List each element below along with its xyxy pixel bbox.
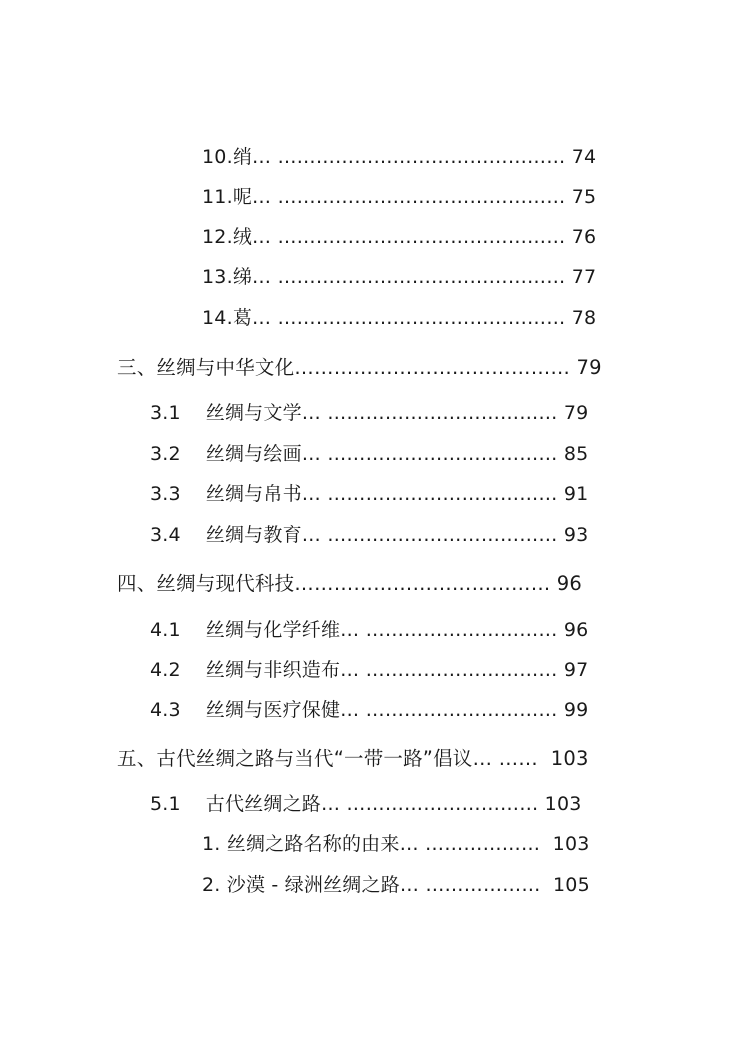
toc-section[interactable]: 5.1 古代丝绸之路… ………………………… 103 (150, 793, 582, 815)
toc-section[interactable]: 3.4 丝绸与教育… ……………………………… 93 (150, 524, 589, 546)
toc-section[interactable]: 3.2 丝绸与绘画… ……………………………… 85 (150, 443, 589, 465)
toc-chapter[interactable]: 三、丝绸与中华文化…………………………………… 79 (117, 356, 602, 379)
toc-entry[interactable]: 12.绒… ……………………………………… 76 (202, 226, 597, 248)
toc-chapter[interactable]: 五、古代丝绸之路与当代“一带一路”倡议… …… 103 (117, 747, 589, 770)
toc-entry[interactable]: 2. 沙漠 - 绿洲丝绸之路… ……………… 105 (202, 874, 590, 896)
toc-section[interactable]: 4.2 丝绸与非织造布… ………………………… 97 (150, 659, 589, 681)
toc-section[interactable]: 3.1 丝绸与文学… ……………………………… 79 (150, 402, 589, 424)
toc-entry[interactable]: 11.呢… ……………………………………… 75 (202, 186, 597, 208)
toc-section[interactable]: 4.1 丝绸与化学纤维… ………………………… 96 (150, 619, 589, 641)
toc-entry[interactable]: 13.绨… ……………………………………… 77 (202, 266, 597, 288)
toc-entry[interactable]: 14.葛… ……………………………………… 78 (202, 307, 597, 329)
toc-chapter[interactable]: 四、丝绸与现代科技………………………………… 96 (117, 572, 583, 595)
toc-entry[interactable]: 10.绡… ……………………………………… 74 (202, 146, 597, 168)
toc-entry[interactable]: 1. 丝绸之路名称的由来… ……………… 103 (202, 833, 590, 855)
toc-section[interactable]: 3.3 丝绸与帛书… ……………………………… 91 (150, 483, 589, 505)
toc-section[interactable]: 4.3 丝绸与医疗保健… ………………………… 99 (150, 699, 589, 721)
